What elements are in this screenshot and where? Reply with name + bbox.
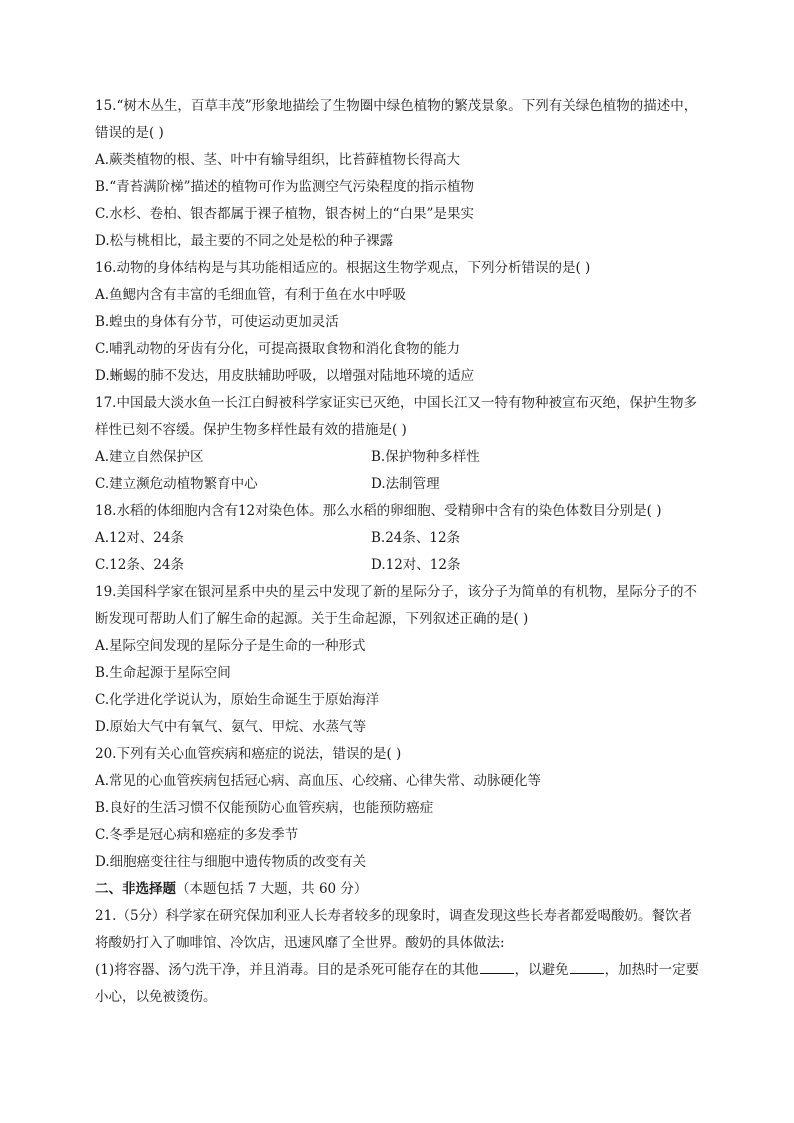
option-a: A.建立自然保护区 — [95, 449, 204, 465]
option-a: A.常见的心血管疾病包括冠心病、高血压、心绞痛、心律失常、动脉硬化等 — [95, 773, 542, 789]
option-a: A.蕨类植物的根、茎、叶中有输导组织，比苔藓植物长得高大 — [95, 152, 461, 168]
option-c: C.哺乳动物的牙齿有分化，可提高摄取食物和消化食物的能力 — [95, 341, 461, 357]
exam-page — [95, 93, 705, 1011]
question-21 — [95, 903, 705, 1011]
question-15 — [95, 93, 705, 255]
options-row-2 — [95, 471, 705, 498]
part-1-text-c: ，加热时一定要小心，以免被烫伤。 — [95, 962, 700, 1005]
question-stem: 20.下列有关心血管疾病和癌症的说法，错误的是( ) — [95, 746, 402, 762]
option-a: A.星际空间发现的星际分子是生命的一种形式 — [95, 638, 366, 654]
options-row-2 — [95, 552, 705, 579]
option-d: D.细胞癌变往往与细胞中遗传物质的改变有关 — [95, 854, 367, 870]
option-c: C.12条、24条 — [95, 557, 184, 573]
question-16 — [95, 255, 705, 390]
options-row-1 — [95, 525, 705, 552]
option-a: A.鱼鳃内含有丰富的毛细血管，有利于鱼在水中呼吸 — [95, 287, 407, 303]
option-d: D.法制管理 — [371, 476, 440, 492]
question-stem: 15.“树木丛生，百草丰茂”形象地描绘了生物圈中绿色植物的繁茂景象。下列有关绿色植物的描述中，错误的是( ) — [95, 98, 698, 141]
question-stem: 19.美国科学家在银河星系中央的星云中发现了新的星际分子，该分子为简单的有机物，星际分子的不断发现可帮助人们了解生命的起源。关于生命起源，下列叙述正确的是( ) — [95, 584, 697, 627]
question-stem: 18.水稻的体细胞内含有12对染色体。那么水稻的卵细胞、受精卵中含有的染色体数目分别是( ) — [95, 503, 662, 519]
question-19 — [95, 579, 705, 741]
question-stem: 17.中国最大淡水鱼一长江白鲟被科学家证实已灭绝，中国长江又一特有物种被宣布灭绝，保护生物多样性已刻不容缓。保护生物多样性最有效的措施是( ) — [95, 395, 697, 438]
question-intro: 21.（5分）科学家在研究保加利亚人长寿者较多的现象时，调查发现这些长寿者都爱喝酸奶。餐饮者将酸奶打入了咖啡馆、冷饮店，迅速风靡了全世界。酸奶的具体做法: — [95, 908, 693, 951]
option-b: B.保护物种多样性 — [371, 449, 480, 465]
option-c: C.水杉、卷柏、银杏都属于裸子植物，银杏树上的“白果”是果实 — [95, 206, 474, 222]
option-d: D.蜥蜴的肺不发达，用皮肤辅助呼吸，以增强对陆地环境的适应 — [95, 368, 475, 384]
option-b: B.“青苔满阶梯”描述的植物可作为监测空气污染程度的指示植物 — [95, 179, 475, 195]
option-c: C.冬季是冠心病和癌症的多发季节 — [95, 827, 299, 843]
option-c: C.建立濒危动植物繁育中心 — [95, 476, 258, 492]
option-b: B.良好的生活习惯不仅能预防心血管疾病，也能预防癌症 — [95, 800, 434, 816]
option-d: D.松与桃相比，最主要的不同之处是松的种子裸露 — [95, 233, 394, 249]
question-18 — [95, 498, 705, 579]
answer-blank-2[interactable] — [570, 959, 604, 974]
section-heading — [95, 876, 705, 903]
option-a: A.12对、24条 — [95, 530, 184, 546]
option-c: C.化学进化学说认为，原始生命诞生于原始海洋 — [95, 692, 380, 708]
part-1-text-b: ，以避免 — [514, 962, 569, 978]
question-stem: 16.动物的身体结构是与其功能相适应的。根据这生物学观点，下列分析错误的是( ) — [95, 260, 591, 276]
option-d: D.原始大气中有氧气、氨气、甲烷、水蒸气等 — [95, 719, 367, 735]
option-d: D.12对、12条 — [371, 557, 461, 573]
section-title: 二、非选择题 — [95, 881, 176, 897]
question-20 — [95, 741, 705, 876]
section-note: （本题包括 7 大题，共 60 分） — [176, 881, 368, 897]
answer-blank-1[interactable] — [480, 959, 514, 974]
question-17 — [95, 390, 705, 498]
options-row-1 — [95, 444, 705, 471]
question-part-1 — [95, 957, 705, 1011]
option-b: B.蝗虫的身体有分节，可使运动更加灵活 — [95, 314, 339, 330]
option-b: B.24条、12条 — [371, 530, 461, 546]
option-b: B.生命起源于星际空间 — [95, 665, 231, 681]
part-1-text-a: (1)将容器、汤勺洗干净，并且消毒。目的是杀死可能存在的其他 — [95, 962, 479, 978]
